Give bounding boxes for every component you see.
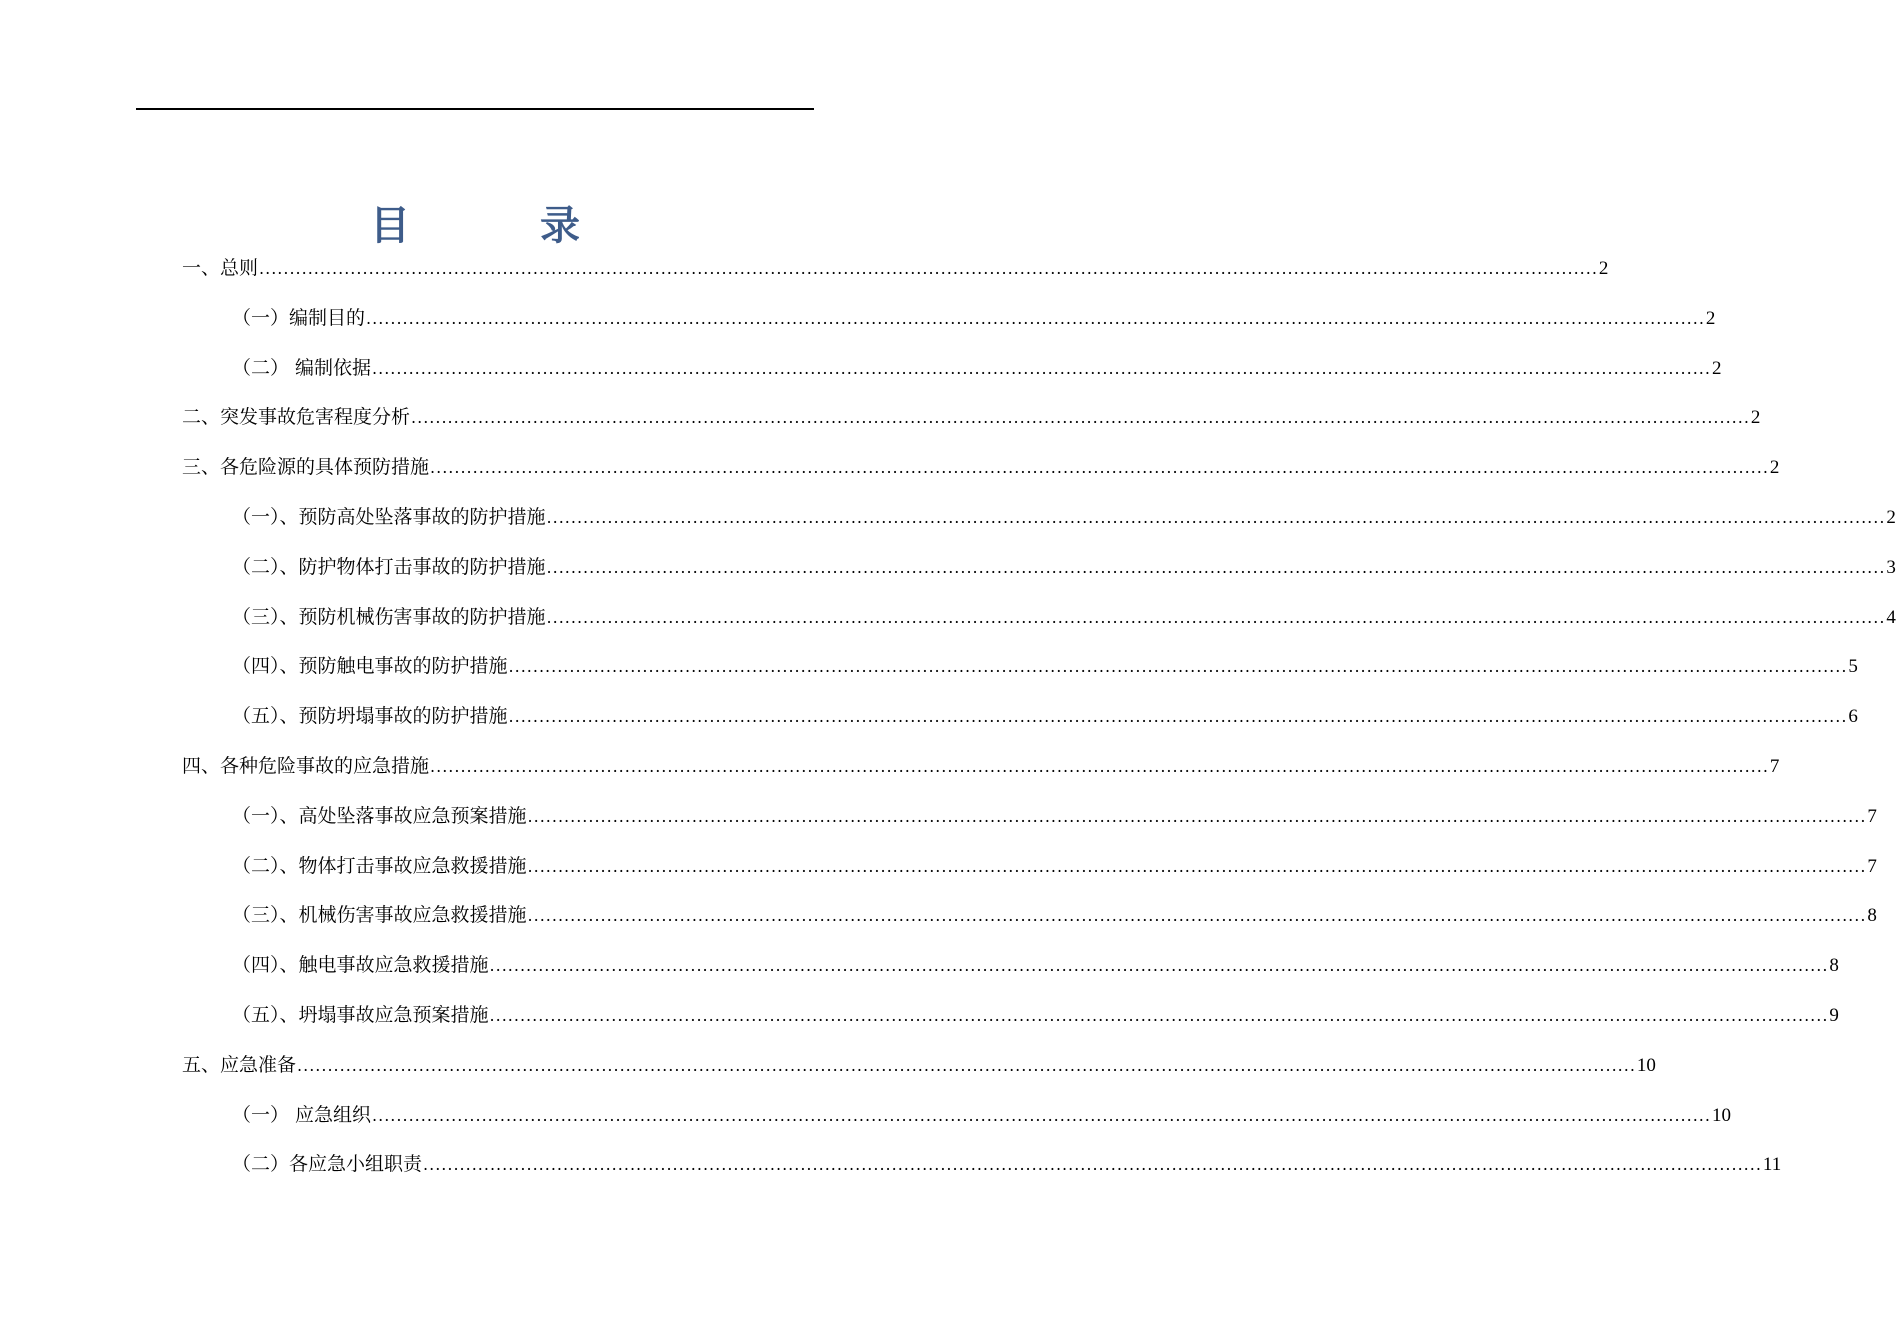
toc-entry-text: （四）、预防触电事故的防护措施 xyxy=(232,655,508,678)
toc-entry-text: （一）、预防高处坠落事故的防护措施 xyxy=(232,505,546,528)
toc-entry-text: （三）、机械伤害事故应急救援措施 xyxy=(232,904,527,927)
toc-entry-text: （四）、触电事故应急救援措施 xyxy=(232,954,489,977)
toc-dot-leader: ............................................................................................................................................................................................................................ xyxy=(546,507,1886,527)
toc-dot-leader: ............................................................................................................................................................................................................................ xyxy=(259,259,1598,278)
toc-entry-text: （五）、预防坍塌事故的防护措施 xyxy=(232,705,508,728)
toc-entry-text: 五、应急准备 xyxy=(182,1053,297,1076)
toc-section-entry[interactable] xyxy=(182,1042,1656,1092)
toc-subsection-entry[interactable] xyxy=(182,793,1877,843)
toc-page-number: 7 xyxy=(1769,755,1780,777)
toc-entry-text: （五）、坍塌事故应急预案措施 xyxy=(232,1003,489,1026)
toc-page-number: 10 xyxy=(1636,1054,1656,1076)
toc-page-number: 11 xyxy=(1762,1154,1782,1176)
toc-dot-leader: ............................................................................................................................................................................................................................ xyxy=(411,408,1750,428)
toc-page-number: 7 xyxy=(1867,805,1877,827)
toc-entry-text: （二）、防护物体打击事故的防护措施 xyxy=(232,555,546,578)
toc-entry-text: （一） 应急组织 xyxy=(232,1103,372,1126)
toc-page-number: 3 xyxy=(1886,556,1896,578)
toc-section-entry[interactable] xyxy=(182,245,1609,295)
table-of-contents xyxy=(182,245,1896,1191)
toc-subsection-entry[interactable] xyxy=(182,1092,1731,1142)
toc-dot-leader: ............................................................................................................................................................................................................................ xyxy=(297,1055,1636,1075)
toc-page-number: 2 xyxy=(1705,307,1716,329)
toc-page-number: 9 xyxy=(1829,1004,1839,1026)
toc-dot-leader: ............................................................................................................................................................................................................................ xyxy=(372,358,1711,378)
toc-subsection-entry[interactable] xyxy=(182,693,1858,743)
toc-dot-leader: ............................................................................................................................................................................................................................ xyxy=(527,906,1867,926)
toc-dot-leader: ............................................................................................................................................................................................................................ xyxy=(508,707,1848,727)
toc-page-number: 2 xyxy=(1711,357,1722,379)
toc-page-number: 8 xyxy=(1829,955,1839,977)
toc-title: 目 录 xyxy=(370,201,638,249)
toc-subsection-entry[interactable] xyxy=(182,843,1877,893)
toc-entry-text: （一）编制目的 xyxy=(232,306,366,329)
toc-dot-leader: ............................................................................................................................................................................................................................ xyxy=(527,856,1867,876)
toc-entry-text: 二、突发事故危害程度分析 xyxy=(182,406,411,429)
toc-dot-leader: ............................................................................................................................................................................................................................ xyxy=(489,1005,1829,1025)
toc-dot-leader: ............................................................................................................................................................................................................................ xyxy=(546,607,1886,627)
toc-page-number: 10 xyxy=(1711,1104,1731,1126)
toc-section-entry[interactable] xyxy=(182,743,1780,793)
toc-page-number: 2 xyxy=(1598,258,1609,279)
toc-dot-leader: ............................................................................................................................................................................................................................ xyxy=(372,1105,1711,1125)
toc-dot-leader: ............................................................................................................................................................................................................................ xyxy=(430,756,1769,776)
toc-entry-text: （二） 编制依据 xyxy=(232,356,372,379)
toc-entry-text: （三）、预防机械伤害事故的防护措施 xyxy=(232,605,546,628)
toc-entry-text: （一）、高处坠落事故应急预案措施 xyxy=(232,804,527,827)
toc-dot-leader: ............................................................................................................................................................................................................................ xyxy=(489,956,1829,976)
toc-subsection-entry[interactable] xyxy=(182,942,1839,992)
toc-page-number: 2 xyxy=(1750,407,1761,429)
toc-page-number: 5 xyxy=(1848,656,1858,678)
toc-section-entry[interactable] xyxy=(182,444,1780,494)
toc-dot-leader: ............................................................................................................................................................................................................................ xyxy=(508,657,1848,677)
toc-page-number: 4 xyxy=(1886,606,1896,628)
toc-dot-leader: ............................................................................................................................................................................................................................ xyxy=(546,557,1886,577)
toc-page-number: 6 xyxy=(1848,706,1858,728)
header-rule xyxy=(136,108,814,110)
toc-page-number: 2 xyxy=(1769,457,1780,479)
toc-entry-text: 三、各危险源的具体预防措施 xyxy=(182,456,430,479)
toc-subsection-entry[interactable] xyxy=(182,643,1858,693)
toc-entry-text: （二）、物体打击事故应急救援措施 xyxy=(232,854,527,877)
toc-section-entry[interactable] xyxy=(182,394,1761,444)
toc-entry-text: （二）各应急小组职责 xyxy=(232,1153,423,1176)
toc-page-number: 8 xyxy=(1867,905,1877,927)
toc-subsection-entry[interactable] xyxy=(182,345,1722,395)
toc-subsection-entry[interactable] xyxy=(182,594,1896,644)
toc-dot-leader: ............................................................................................................................................................................................................................ xyxy=(430,458,1769,478)
toc-subsection-entry[interactable] xyxy=(182,295,1716,345)
toc-entry-text: 一、总则 xyxy=(182,257,259,279)
toc-entry-text: 四、各种危险事故的应急措施 xyxy=(182,754,430,777)
toc-dot-leader: ............................................................................................................................................................................................................................ xyxy=(366,308,1705,328)
toc-subsection-entry[interactable] xyxy=(182,992,1839,1042)
toc-page-number: 7 xyxy=(1867,855,1877,877)
toc-dot-leader: ............................................................................................................................................................................................................................ xyxy=(527,806,1867,826)
toc-subsection-entry[interactable] xyxy=(182,892,1877,942)
toc-subsection-entry[interactable] xyxy=(182,1141,1782,1191)
toc-dot-leader: ............................................................................................................................................................................................................................ xyxy=(423,1155,1762,1175)
toc-page-number: 2 xyxy=(1886,506,1896,528)
toc-subsection-entry[interactable] xyxy=(182,494,1896,544)
toc-subsection-entry[interactable] xyxy=(182,544,1896,594)
